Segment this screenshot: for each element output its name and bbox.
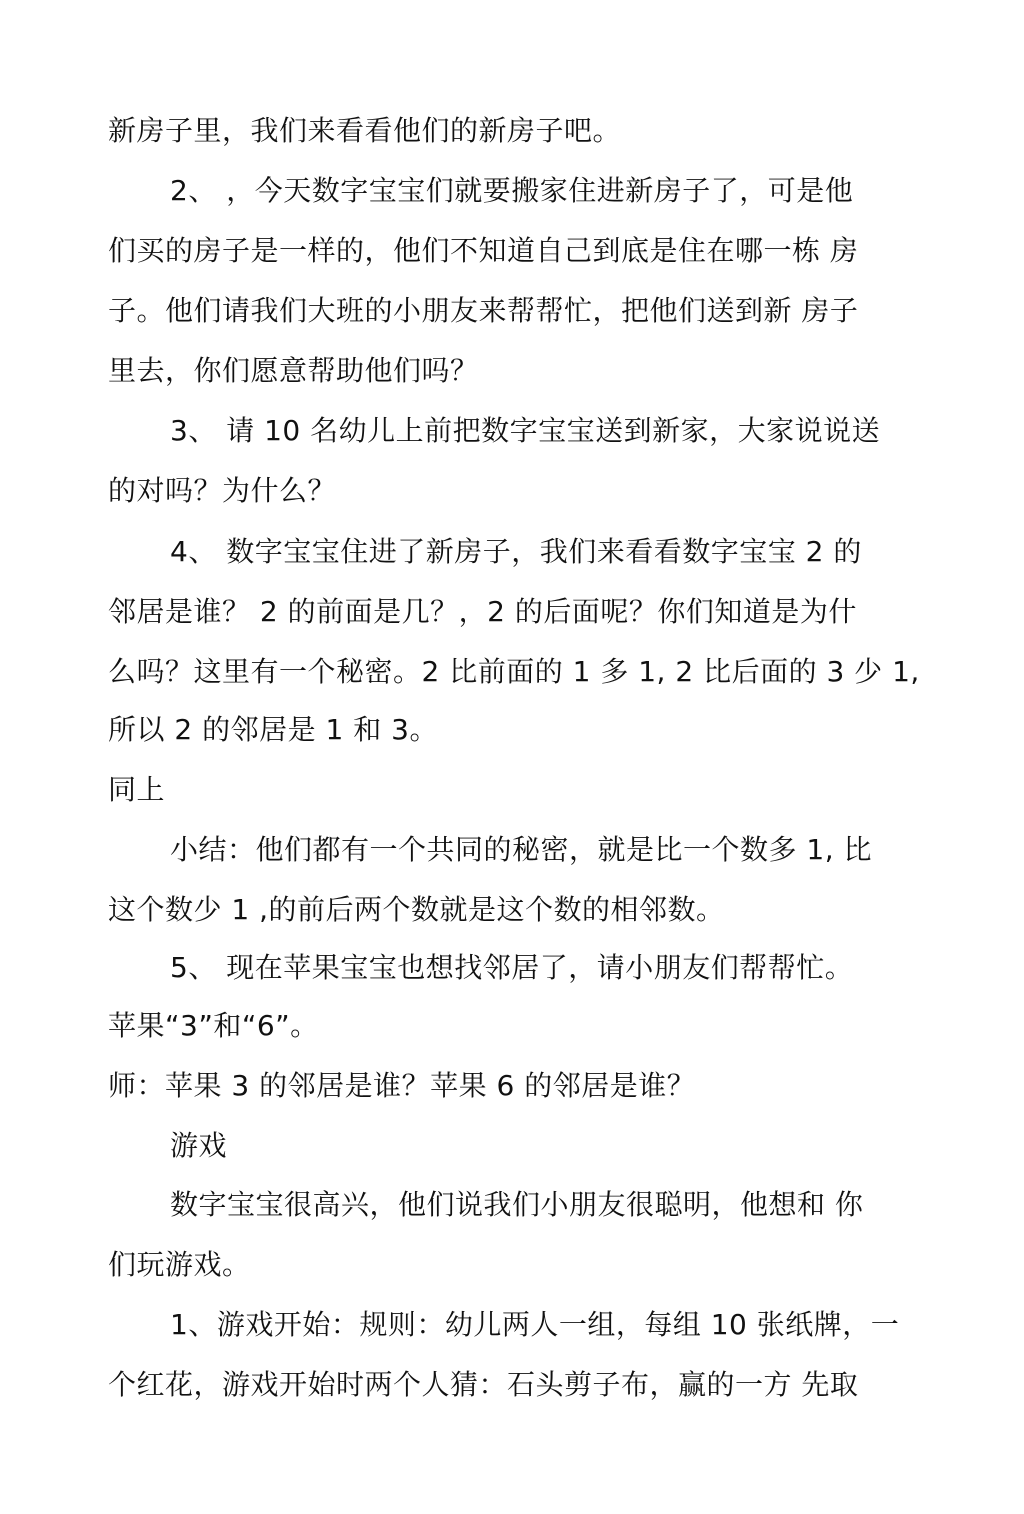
text-line: 子。他们请我们大班的小朋友来帮帮忙，把他们送到新 房子 <box>108 294 859 327</box>
text-line: 3、 请 10 名幼儿上前把数字宝宝送到新家，大家说说送 <box>170 414 881 447</box>
text-line: 4、 数字宝宝住进了新房子，我们来看看数字宝宝 2 的 <box>170 535 862 568</box>
text-line: 1、游戏开始：规则：幼儿两人一组，每组 10 张纸牌，一 <box>170 1308 900 1341</box>
text-line: 邻居是谁？ 2 的前面是几？，2 的后面呢？你们知道是为什 <box>108 595 857 628</box>
text-line: 新房子里，我们来看看他们的新房子吧。 <box>108 114 622 147</box>
text-line: 5、 现在苹果宝宝也想找邻居了，请小朋友们帮帮忙。 <box>170 951 854 984</box>
text-line: 们买的房子是一样的，他们不知道自己到底是住在哪一栋 房 <box>108 234 859 267</box>
text-line: 2、 ，今天数字宝宝们就要搬家住进新房子了，可是他 <box>170 174 854 207</box>
text-line: 个红花，游戏开始时两个人猜：石头剪子布，赢的一方 先取 <box>108 1368 859 1401</box>
text-line: 游戏 <box>170 1129 228 1162</box>
text-line: 所以 2 的邻居是 1 和 3。 <box>108 713 438 746</box>
text-line: 同上 <box>108 773 166 806</box>
text-line: 们玩游戏。 <box>108 1248 251 1281</box>
text-line: 苹果“3”和“6”。 <box>108 1009 319 1042</box>
text-line: 小结：他们都有一个共同的秘密，就是比一个数多 1, 比 <box>170 833 873 866</box>
text-line: 师：苹果 3 的邻居是谁？苹果 6 的邻居是谁？ <box>108 1069 696 1102</box>
text-line: 数字宝宝很高兴，他们说我们小朋友很聪明，他想和 你 <box>170 1188 864 1221</box>
text-line: 里去，你们愿意帮助他们吗？ <box>108 354 479 387</box>
text-line: 的对吗？为什么？ <box>108 474 337 507</box>
text-line: 么吗？这里有一个秘密。2 比前面的 1 多 1, 2 比后面的 3 少 1, <box>108 655 920 688</box>
text-line: 这个数少 1 ,的前后两个数就是这个数的相邻数。 <box>108 893 725 926</box>
